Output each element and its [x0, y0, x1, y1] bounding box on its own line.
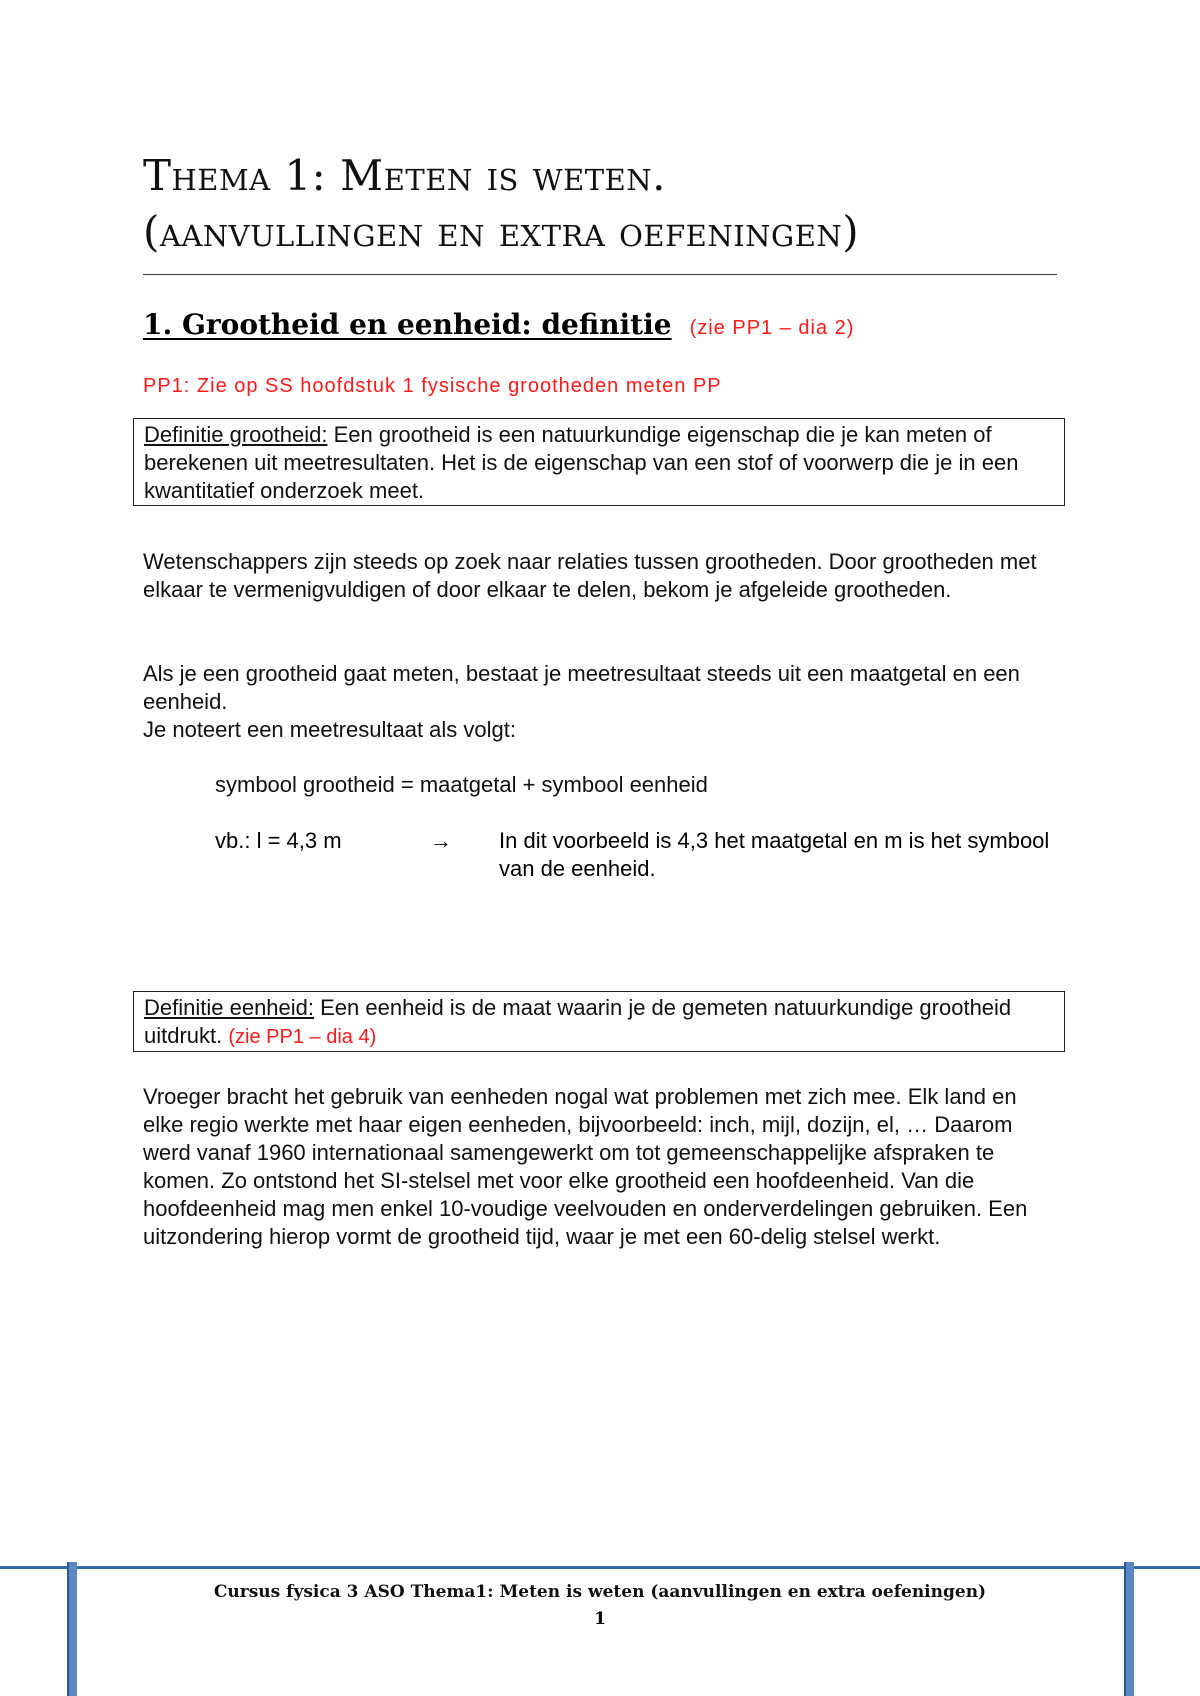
paragraph-measure-line-1: Als je een grootheid gaat meten, bestaat je meetresultaat steeds uit een maatgetal en een eenheid. [143, 661, 1020, 714]
paragraph-history: Vroeger bracht het gebruik van eenheden nogal wat problemen met zich mee. Elk land en elke regio werkte met haar eigen eenheden, bijvoorbeeld: inch, mijl, dozijn, el, … Daarom werd vanaf 1960 internationaal samengewerkt om tot gemeenschappelijke afspraken te komen. Zo ontstond het SI-stelsel met voor elke grootheid een hoofdeenheid. Van die hoofdeenheid mag men enkel 10-voudige veelvouden en onderverdelingen gebruiken. Een uitzondering hierop vormt de grootheid tijd, waar je met een 60-delig stelsel werkt. [143, 1084, 1028, 1249]
definition-eenheid [144, 994, 1054, 1051]
example-explanation: In dit voorbeeld is 4,3 het maatgetal en m is het symbool van de eenheid. [499, 828, 1050, 881]
title-divider [143, 274, 1057, 275]
paragraph-relations: Wetenschappers zijn steeds op zoek naar relaties tussen grootheden. Door grootheden met elkaar te vermenigvuldigen of door elkaar te delen, bekom je afgeleide grootheden. [143, 549, 1037, 602]
footer-divider [0, 1566, 1200, 1569]
section-heading [143, 305, 854, 348]
pp-note: PP1: Zie op SS hoofdstuk 1 fysische grootheden meten PP [143, 375, 722, 397]
page-title [143, 148, 859, 260]
section-reference: (zie PP1 – dia 2) [689, 317, 855, 339]
definition-grootheid-box [133, 418, 1065, 506]
definition-eenheid-text: Een eenheid is de maat waarin je de gemeten natuurkundige grootheid uitdrukt. [144, 995, 1012, 1048]
arrow-icon: → [430, 828, 452, 853]
definition-grootheid-text: Een grootheid is een natuurkundige eigenschap die je kan meten of berekenen uit meetresultaten. Het is de eigenschap van een stof of voorwerp die je in een kwantitatief onderzoek meet. [144, 422, 1019, 503]
title-line-1: Thema 1: Meten is weten. [143, 151, 666, 200]
footer-text: Cursus fysica 3 ASO Thema1: Meten is weten (aanvullingen en extra oefeningen) [213, 1582, 987, 1602]
definition-eenheid-label: Definitie eenheid: [144, 995, 315, 1020]
paragraph-measure-line-2: Je noteert een meetresultaat als volgt: [143, 717, 516, 742]
definition-grootheid [144, 421, 1054, 505]
section-heading-text: 1. Grootheid en eenheid: definitie [143, 308, 672, 341]
definition-eenheid-reference: (zie PP1 – dia 4) [228, 1026, 377, 1048]
title-line-2: (aanvullingen en extra oefeningen) [143, 207, 860, 256]
example-label: vb.: l = 4,3 m [215, 828, 342, 853]
paragraph-measure [143, 660, 1063, 744]
page-number: 1 [594, 1609, 606, 1629]
definition-eenheid-box [133, 991, 1065, 1052]
definition-grootheid-label: Definitie grootheid: [144, 422, 328, 447]
measurement-formula: symbool grootheid = maatgetal + symbool eenheid [215, 772, 708, 797]
